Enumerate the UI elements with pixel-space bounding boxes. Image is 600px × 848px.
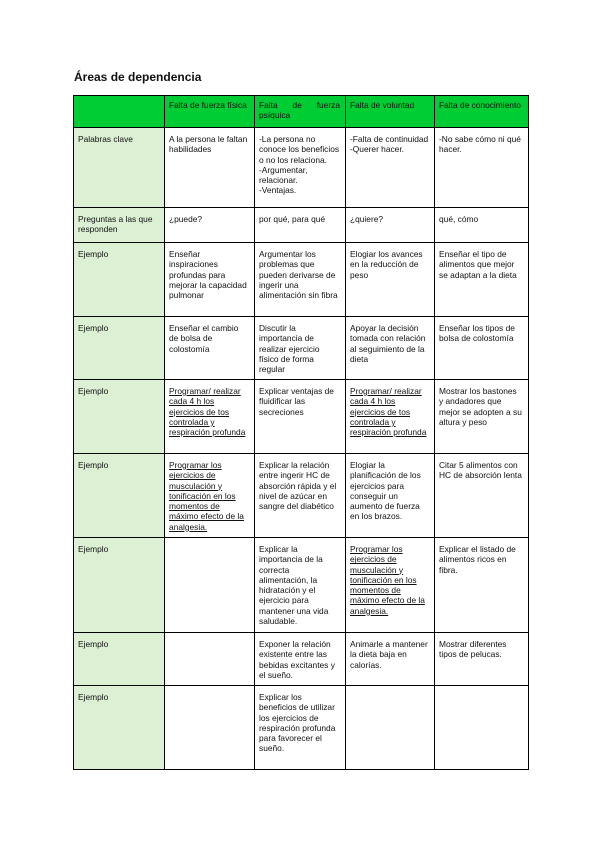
table-row [74, 454, 529, 538]
table-cell: Argumentar los problemas que pueden derivarse de ingerir una alimentación sin fibra [255, 243, 346, 317]
row-label: Ejemplo [74, 633, 165, 686]
table-row [74, 380, 529, 454]
header-cell-fisica: Falta de fuerza física [165, 96, 255, 128]
table-cell: -La persona no conoce los beneficios o no los relaciona. -Argumentar, relacionar. -Ventajas. [255, 128, 346, 208]
row-label: Ejemplo [74, 538, 165, 633]
table-cell: Explicar ventajas de fluidificar las secreciones [255, 380, 346, 454]
table-cell: ¿quiere? [346, 208, 435, 243]
table-cell: Elogiar la planificación de los ejercicios para conseguir un aumento de fuerza en los brazos. [346, 454, 435, 538]
table-cell: Enseñar el cambio de bolsa de colostomía [165, 317, 255, 380]
table-cell: Enseñar los tipos de bolsa de colostomía [435, 317, 529, 380]
row-label: Ejemplo [74, 686, 165, 770]
header-cell-conocimiento: Falta de conocimiento [435, 96, 529, 128]
header-cell-psiquica: Falta de fuerza psíquica [255, 96, 346, 128]
table-cell: Programar/ realizar cada 4 h los ejercicios de tos controlada y respiración profunda [165, 380, 255, 454]
table-cell [165, 633, 255, 686]
row-label: Ejemplo [74, 317, 165, 380]
table-row [74, 243, 529, 317]
table-cell: -Falta de continuidad -Querer hacer. [346, 128, 435, 208]
table-cell: Apoyar la decisión tomada con relación al seguimiento de la dieta [346, 317, 435, 380]
header-cell-empty [74, 96, 165, 128]
table-cell: A la persona le faltan habilidades [165, 128, 255, 208]
header-row [74, 96, 529, 128]
table-cell: Enseñar el tipo de alimentos que mejor se adaptan a la dieta [435, 243, 529, 317]
table-row [74, 633, 529, 686]
row-label: Ejemplo [74, 243, 165, 317]
table-cell: Explicar los beneficios de utilizar los ejercicios de respiración profunda para favorecer el sueño. [255, 686, 346, 770]
table-cell: Mostrar diferentes tipos de pelucas. [435, 633, 529, 686]
table-cell: -No sabe cómo ni qué hacer. [435, 128, 529, 208]
table-cell: Enseñar inspiraciones profundas para mejorar la capacidad pulmonar [165, 243, 255, 317]
table-cell: Elogiar los avances en la reducción de peso [346, 243, 435, 317]
table-cell: Programar los ejercicios de musculación y tonificación en los momentos de máximo efecto de la analgesia. [346, 538, 435, 633]
table-cell: por qué, para qué [255, 208, 346, 243]
table-row [74, 538, 529, 633]
table-row [74, 208, 529, 243]
table-cell: Programar/ realizar cada 4 h los ejercicios de tos controlada y respiración profunda [346, 380, 435, 454]
page-title: Áreas de dependencia [74, 70, 202, 84]
table-cell: Explicar el listado de alimentos ricos en fibra. [435, 538, 529, 633]
row-label: Ejemplo [74, 380, 165, 454]
table-cell: Animarle a mantener la dieta baja en calorías. [346, 633, 435, 686]
table-cell [165, 538, 255, 633]
table-cell: Explicar la relación entre ingerir HC de absorción rápida y el nivel de azúcar en sangre del diabético [255, 454, 346, 538]
row-label: Palabras clave [74, 128, 165, 208]
table-cell: ¿puede? [165, 208, 255, 243]
table-cell: Exponer la relación existente entre las bebidas excitantes y el sueño. [255, 633, 346, 686]
table-cell [435, 686, 529, 770]
header-cell-voluntad: Falta de voluntad [346, 96, 435, 128]
table-row [74, 317, 529, 380]
table-cell: Explicar la importancia de la correcta alimentación, la hidratación y el ejercicio para mantener una vida saludable. [255, 538, 346, 633]
row-label: Ejemplo [74, 454, 165, 538]
table-cell: Discutir la importancia de realizar ejercicio físico de forma regular [255, 317, 346, 380]
table-cell: qué, cómo [435, 208, 529, 243]
table-row [74, 686, 529, 770]
table-cell: Citar 5 alimentos con HC de absorción lenta [435, 454, 529, 538]
row-label: Preguntas a las que responden [74, 208, 165, 243]
table-cell: Mostrar los bastones y andadores que mejor se adopten a su altura y peso [435, 380, 529, 454]
table-cell [165, 686, 255, 770]
table-cell [346, 686, 435, 770]
table-row [74, 128, 529, 208]
dependency-areas-table [73, 95, 529, 770]
table-cell: Programar los ejercicios de musculación y tonificación en los momentos de máximo efecto de la analgesia. [165, 454, 255, 538]
